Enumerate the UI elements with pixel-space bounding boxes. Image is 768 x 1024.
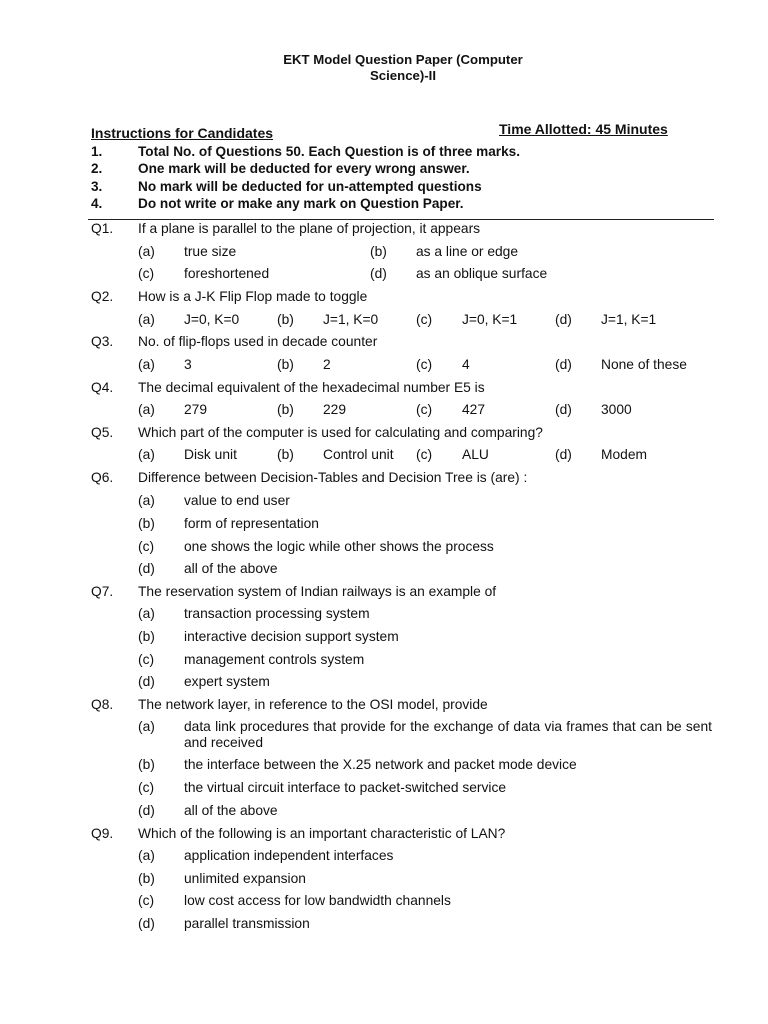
option-text: 2 [323, 357, 331, 372]
option-text: value to end user [184, 493, 290, 508]
option-text: foreshortened [184, 266, 270, 281]
instruction-number: 4. [91, 196, 103, 211]
option-text: J=1, K=1 [601, 312, 657, 327]
option-label: (b) [138, 629, 155, 644]
option-text: as an oblique surface [416, 266, 548, 281]
option-label: (d) [138, 803, 155, 818]
option-label: (a) [138, 606, 155, 621]
option-text: J=0, K=1 [462, 312, 518, 327]
option-label: (d) [138, 674, 155, 689]
option-text: ALU [462, 447, 489, 462]
option-text: the interface between the X.25 network and packet mode device [184, 757, 577, 772]
option-text: J=0, K=0 [184, 312, 240, 327]
option-label: (d) [370, 266, 387, 281]
paper-title [0, 52, 768, 84]
option-text: unlimited expansion [184, 871, 306, 886]
option-label: (b) [277, 312, 294, 327]
option-text: low cost access for low bandwidth channels [184, 893, 451, 908]
question-text: The reservation system of Indian railways is an example of [138, 584, 497, 599]
question-text: No. of flip-flops used in decade counter [138, 334, 378, 349]
question-number: Q3. [91, 334, 114, 349]
option-label: (a) [138, 312, 155, 327]
option-text: Disk unit [184, 447, 237, 462]
option-label: (a) [138, 244, 155, 259]
option-text: 3 [184, 357, 192, 372]
option-label: (b) [277, 402, 294, 417]
option-label: (b) [277, 357, 294, 372]
option-text: all of the above [184, 561, 278, 576]
instruction-number: 2. [91, 161, 103, 176]
option-label: (a) [138, 357, 155, 372]
question-number: Q7. [91, 584, 114, 599]
question-text: If a plane is parallel to the plane of projection, it appears [138, 221, 481, 236]
question-text: How is a J-K Flip Flop made to toggle [138, 289, 368, 304]
option-label: (d) [555, 312, 572, 327]
header-divider [88, 219, 714, 220]
option-text: parallel transmission [184, 916, 310, 931]
option-text: true size [184, 244, 237, 259]
option-text: J=1, K=0 [323, 312, 379, 327]
option-text: transaction processing system [184, 606, 370, 621]
option-label: (c) [138, 266, 155, 281]
option-label: (a) [138, 402, 155, 417]
option-text: the virtual circuit interface to packet-switched service [184, 780, 507, 795]
option-label: (d) [138, 561, 155, 576]
option-label: (a) [138, 848, 155, 863]
instruction-text: One mark will be deducted for every wrong answer. [138, 161, 470, 176]
option-label: (d) [555, 447, 572, 462]
option-label: (c) [416, 357, 433, 372]
option-label: (d) [138, 916, 155, 931]
question-text: Difference between Decision-Tables and Decision Tree is (are) : [138, 470, 528, 485]
option-text: 3000 [601, 402, 632, 417]
option-label: (b) [138, 757, 155, 772]
question-text: The decimal equivalent of the hexadecimal number E5 is [138, 380, 485, 395]
question-number: Q5. [91, 425, 114, 440]
question-number: Q8. [91, 697, 114, 712]
option-label: (b) [277, 447, 294, 462]
option-text: form of representation [184, 516, 319, 531]
option-text: 427 [462, 402, 486, 417]
question-number: Q4. [91, 380, 114, 395]
option-text: expert system [184, 674, 270, 689]
option-label: (a) [138, 719, 155, 734]
question-number: Q1. [91, 221, 114, 236]
question-number: Q6. [91, 470, 114, 485]
option-text: all of the above [184, 803, 278, 818]
option-text: Modem [601, 447, 648, 462]
option-label: (b) [370, 244, 387, 259]
instruction-text: No mark will be deducted for un-attempted questions [138, 179, 482, 194]
question-number: Q2. [91, 289, 114, 304]
instructions-heading: Instructions for Candidates [91, 125, 274, 141]
option-text: application independent interfaces [184, 848, 394, 863]
option-text: 279 [184, 402, 208, 417]
option-label: (c) [416, 447, 433, 462]
paper-title-line2: Science)-II [370, 68, 436, 83]
question-text: Which of the following is an important characteristic of LAN? [138, 826, 506, 841]
paper-title-line1: EKT Model Question Paper (Computer [283, 52, 523, 67]
option-text: interactive decision support system [184, 629, 399, 644]
question-text: Which part of the computer is used for calculating and comparing? [138, 425, 543, 440]
time-allotted: Time Allotted: 45 Minutes [499, 121, 668, 137]
instruction-text: Do not write or make any mark on Question Paper. [138, 196, 464, 211]
option-label: (a) [138, 447, 155, 462]
option-label: (b) [138, 871, 155, 886]
question-number: Q9. [91, 826, 114, 841]
option-label: (d) [555, 357, 572, 372]
instruction-number: 1. [91, 144, 103, 159]
instruction-number: 3. [91, 179, 103, 194]
option-label: (d) [555, 402, 572, 417]
option-text: 229 [323, 402, 347, 417]
option-label: (c) [138, 652, 155, 667]
instruction-text: Total No. of Questions 50. Each Question is of three marks. [138, 144, 520, 159]
option-text: one shows the logic while other shows the process [184, 539, 494, 554]
option-label: (a) [138, 493, 155, 508]
option-text: 4 [462, 357, 470, 372]
option-text: data link procedures that provide for the exchange of data via frames that can be sent and received [184, 719, 712, 750]
option-label: (c) [138, 893, 155, 908]
option-text: Control unit [323, 447, 394, 462]
option-text: as a line or edge [416, 244, 519, 259]
option-text: management controls system [184, 652, 365, 667]
question-text: The network layer, in reference to the OSI model, provide [138, 697, 488, 712]
option-label: (c) [138, 539, 155, 554]
option-label: (b) [138, 516, 155, 531]
option-label: (c) [416, 312, 433, 327]
option-text: None of these [601, 357, 687, 372]
option-label: (c) [138, 780, 155, 795]
option-label: (c) [416, 402, 433, 417]
